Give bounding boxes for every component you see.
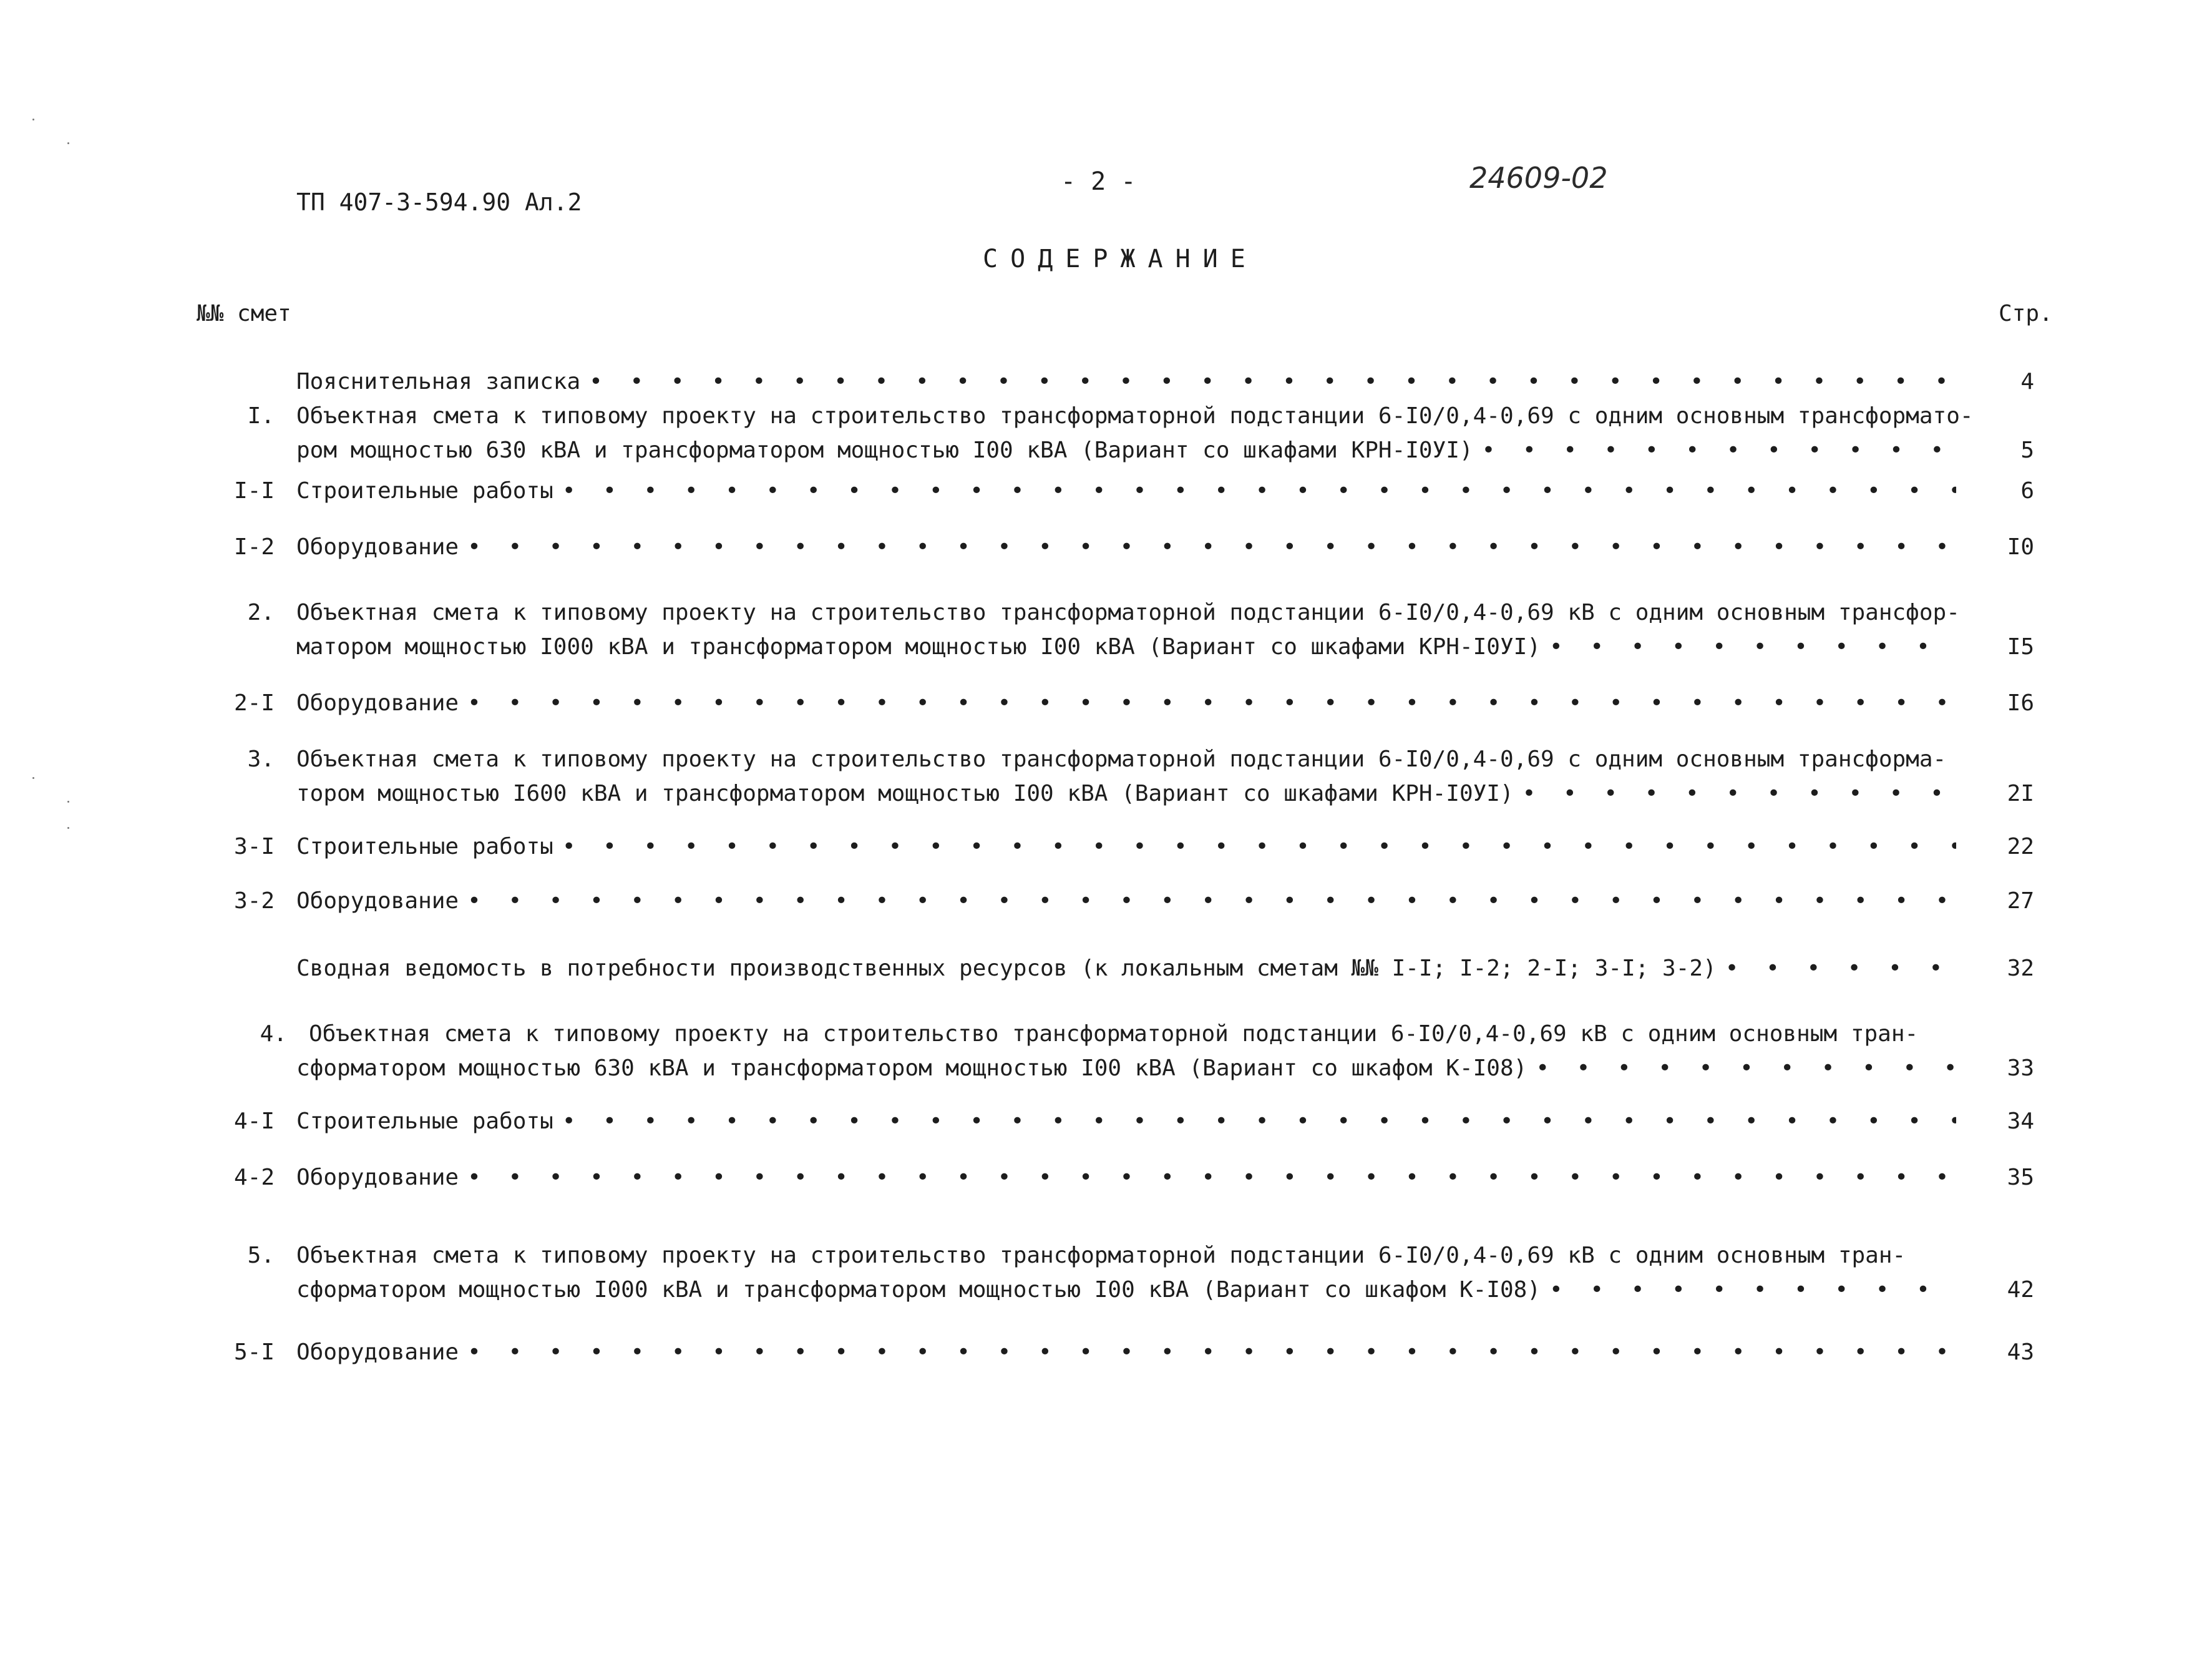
toc-entry-title: Оборудование — [296, 888, 459, 914]
toc-entry — [0, 1020, 2212, 1083]
toc-entry — [0, 1164, 2212, 1226]
toc-entry-code: 2. — [247, 600, 275, 625]
column-header-page: Стр. — [1999, 301, 2053, 326]
toc-entry-title-continued: матором мощностью I000 кВА и трансформатором мощностью I00 кВА (Вариант со шкафами КРН-I0УI) — [296, 634, 1541, 660]
toc-entry-title: Оборудование — [296, 690, 459, 716]
toc-entry — [0, 1108, 2212, 1170]
toc-entry-code: 3-I — [233, 834, 275, 859]
column-header-estimate-number: №№ смет — [197, 301, 291, 326]
toc-entry — [0, 1339, 2212, 1401]
toc-entry-page: I0 — [2007, 534, 2034, 560]
toc-entry-page: 34 — [2007, 1108, 2034, 1134]
toc-entry-title: Строительные работы — [296, 834, 553, 859]
dot-leader — [1725, 955, 1956, 982]
toc-entry-page: 2I — [2007, 781, 2034, 806]
dot-leader — [1549, 1276, 1956, 1303]
toc-entry-title: Сводная ведомость в потребности производственных ресурсов (к локальным сметам №№ I-I; I-2; 2-I; 3-I; 3-2) — [296, 956, 1717, 981]
toc-entry — [0, 833, 2212, 896]
toc-entry-code: I-2 — [233, 534, 275, 560]
dot-leader — [589, 368, 1956, 395]
toc-entry-code: 4-2 — [233, 1165, 275, 1190]
toc-entry-title: Объектная смета к типовому проекту на строительство трансформаторной подстанции 6-I0/0,4-0,69 с одним основным трансформато- — [296, 403, 1974, 429]
inventory-number: 24609-02 — [1469, 161, 1608, 195]
toc-entry-page: 6 — [2020, 478, 2034, 504]
toc-entry — [0, 690, 2212, 752]
toc-entry — [0, 599, 2212, 662]
dot-leader — [1482, 437, 1956, 464]
toc-entry-code: 2-I — [233, 690, 275, 716]
page-number: - 2 - — [1061, 167, 1136, 196]
toc-entry — [0, 746, 2212, 808]
toc-entry — [0, 888, 2212, 950]
toc-entry-title-continued: ром мощностью 630 кВА и трансформатором мощностью I00 кВА (Вариант со шкафами КРН-I0УI) — [296, 438, 1473, 463]
dot-leader — [467, 1339, 1956, 1366]
toc-entry — [0, 1242, 2212, 1304]
toc-entry-code: I-I — [233, 478, 275, 504]
toc-entry-page: 42 — [2007, 1277, 2034, 1303]
toc-entry-code: 5-I — [233, 1339, 275, 1365]
toc-entry-title-continued: тором мощностью I600 кВА и трансформатором мощностью I00 кВА (Вариант со шкафами КРН-I0УI) — [296, 781, 1514, 806]
scan-speck — [67, 142, 69, 144]
toc-entry-code: 4. — [260, 1021, 287, 1047]
toc-entry — [0, 955, 2212, 1017]
dot-leader — [1549, 634, 1956, 660]
dot-leader — [467, 534, 1956, 560]
toc-entry-title: Строительные работы — [296, 1108, 553, 1134]
toc-entry — [0, 403, 2212, 465]
dot-leader — [467, 1164, 1956, 1191]
toc-entry-code: 4-I — [233, 1108, 275, 1134]
toc-entry-page: 43 — [2007, 1339, 2034, 1365]
toc-entry-title: Объектная смета к типовому проекту на строительство трансформаторной подстанции 6-I0/0,4-0,69 кВ с одним основным тран- — [309, 1021, 1919, 1047]
toc-entry-title: Объектная смета к типовому проекту на строительство трансформаторной подстанции 6-I0/0,4-0,69 с одним основным трансформа- — [296, 746, 1947, 772]
toc-entry-code: I. — [247, 403, 275, 429]
toc-entry-title: Пояснительная записка — [296, 369, 581, 394]
toc-entry-page: I6 — [2007, 690, 2034, 716]
toc-entry — [0, 534, 2212, 596]
toc-entry-title: Объектная смета к типовому проекту на строительство трансформаторной подстанции 6-I0/0,4-0,69 кВ с одним основным трансфор- — [296, 600, 1960, 625]
dot-leader — [562, 477, 1956, 504]
toc-title: СОДЕРЖАНИЕ — [983, 245, 1258, 273]
toc-entry-title: Оборудование — [296, 1165, 459, 1190]
dot-leader — [1536, 1055, 1956, 1082]
toc-entry-page: 27 — [2007, 888, 2034, 914]
toc-entry-title: Оборудование — [296, 1339, 459, 1365]
toc-entry-page: 32 — [2007, 956, 2034, 981]
scan-speck — [67, 827, 69, 829]
toc-entry-code: 3. — [247, 746, 275, 772]
toc-entry-title-continued: сформатором мощностью I000 кВА и трансформатором мощностью I00 кВА (Вариант со шкафом К-I08) — [296, 1277, 1541, 1303]
dot-leader — [1523, 780, 1956, 807]
dot-leader — [467, 690, 1956, 717]
dot-leader — [562, 1108, 1956, 1135]
toc-entry — [0, 477, 2212, 540]
toc-entry-title: Оборудование — [296, 534, 459, 560]
dot-leader — [562, 833, 1956, 860]
toc-entry-code: 5. — [247, 1243, 275, 1268]
toc-entry-code: 3-2 — [233, 888, 275, 914]
toc-entry-title: Объектная смета к типовому проекту на строительство трансформаторной подстанции 6-I0/0,4-0,69 кВ с одним основным тран- — [296, 1243, 1906, 1268]
toc-entry-page: 35 — [2007, 1165, 2034, 1190]
toc-entry-page: 22 — [2007, 834, 2034, 859]
toc-entry-page: 5 — [2020, 438, 2034, 463]
toc-entry-title-continued: сформатором мощностью 630 кВА и трансформатором мощностью I00 кВА (Вариант со шкафом К-I08) — [296, 1055, 1527, 1081]
scan-speck — [32, 119, 34, 120]
document-code: ТП 407-3-594.90 Ал.2 — [296, 188, 582, 216]
toc-entry-title: Строительные работы — [296, 478, 553, 504]
toc-entry-page: I5 — [2007, 634, 2034, 660]
toc-entry-page: 33 — [2007, 1055, 2034, 1081]
dot-leader — [467, 888, 1956, 914]
toc-entry-page: 4 — [2020, 369, 2034, 394]
